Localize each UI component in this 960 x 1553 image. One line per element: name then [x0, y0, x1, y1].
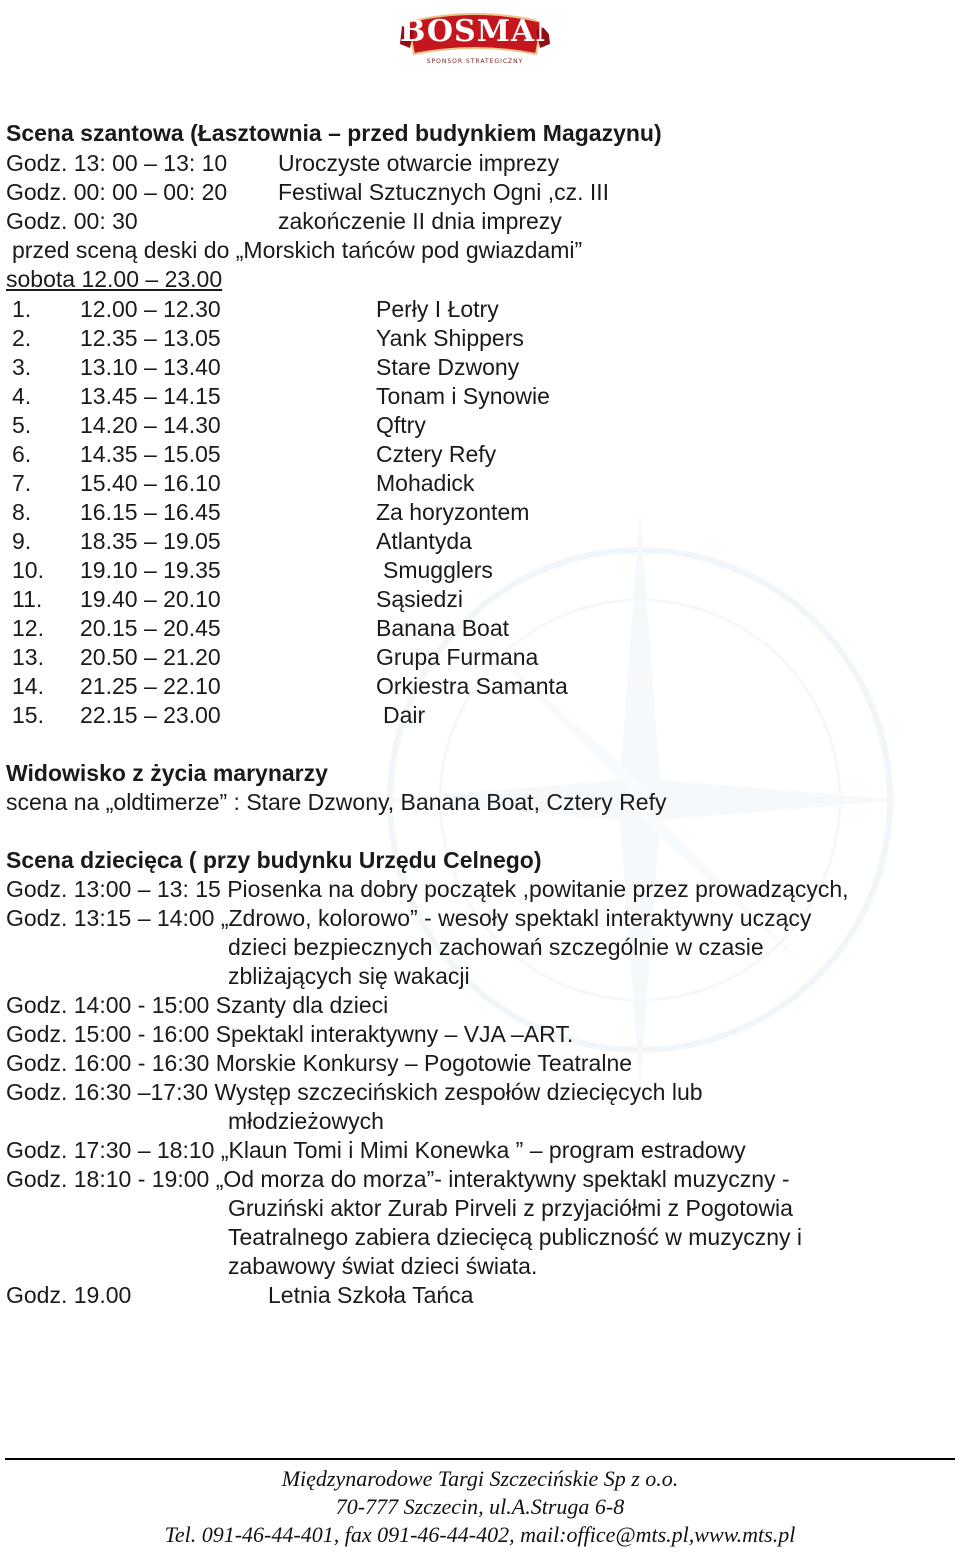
band-name: Sąsiedzi: [376, 586, 463, 612]
section-line: scena na „oldtimerze” : Stare Dzwony, Banana Boat, Cztery Refy: [6, 789, 667, 815]
kids-schedule-line: Godz. 17:30 – 18:10 „Klaun Tomi i Mimi Konewka ” – program estradowy: [6, 1137, 746, 1163]
schedule-event: Uroczyste otwarcie imprezy: [278, 150, 560, 176]
kids-schedule-time: Godz. 19.00: [6, 1282, 132, 1308]
band-time: 18.35 – 19.05: [80, 528, 221, 554]
band-name: Banana Boat: [376, 615, 510, 641]
band-time: 20.50 – 21.20: [80, 644, 221, 670]
kids-schedule-line: Godz. 15:00 - 16:00 Spektakl interaktywny – VJA –ART.: [6, 1021, 574, 1047]
kids-schedule-line: Godz. 14:00 - 15:00 Szanty dla dzieci: [6, 992, 389, 1018]
band-time: 13.10 – 13.40: [80, 354, 221, 380]
band-num: 5.: [12, 412, 32, 438]
band-name: Grupa Furmana: [376, 644, 539, 670]
band-name: Za horyzontem: [376, 499, 530, 525]
band-name: Smugglers: [383, 557, 493, 583]
band-num: 2.: [12, 325, 32, 351]
band-name: Mohadick: [376, 470, 475, 496]
footer-contact: Tel. 091-46-44-401, fax 091-46-44-402, mail:office@mts.pl,www.mts.pl: [164, 1522, 796, 1547]
kids-schedule-line: Godz. 13:00 – 13: 15 Piosenka na dobry początek ,powitanie przez prowadzących,: [6, 876, 849, 902]
band-num: 14.: [12, 673, 44, 699]
schedule-event: Festiwal Sztucznych Ogni ,cz. III: [278, 179, 610, 205]
kids-schedule-line: zabawowy świat dzieci świata.: [228, 1253, 538, 1279]
band-time: 20.15 – 20.45: [80, 615, 221, 641]
kids-schedule-line: Godz. 16:30 –17:30 Występ szczecińskich zespołów dziecięcych lub: [6, 1079, 703, 1105]
band-num: 12.: [12, 615, 44, 641]
band-time: 14.35 – 15.05: [80, 441, 221, 467]
band-time: 12.00 – 12.30: [80, 296, 221, 322]
schedule-event: zakończenie II dnia imprezy: [278, 208, 562, 234]
band-time: 21.25 – 22.10: [80, 673, 221, 699]
band-time: 12.35 – 13.05: [80, 325, 221, 351]
section-title-sailors-show: Widowisko z życia marynarzy: [6, 760, 328, 786]
band-num: 9.: [12, 528, 32, 554]
kids-schedule-line: Godz. 16:00 - 16:30 Morskie Konkursy – Pogotowie Teatralne: [6, 1050, 633, 1076]
band-num: 7.: [12, 470, 32, 496]
band-name: Dair: [383, 702, 426, 728]
kids-schedule-event: Letnia Szkoła Tańca: [268, 1282, 474, 1308]
schedule-time: Godz. 00: 30: [6, 208, 138, 234]
band-num: 6.: [12, 441, 32, 467]
band-num: 8.: [12, 499, 32, 525]
band-name: Yank Shippers: [376, 325, 524, 351]
band-num: 10.: [12, 557, 44, 583]
band-num: 11.: [12, 586, 43, 612]
section-title-kids-stage: Scena dziecięca ( przy budynku Urzędu Celnego): [6, 847, 542, 873]
kids-schedule-line: dzieci bezpiecznych zachowań szczególnie w czasie: [228, 934, 764, 960]
footer-address: 70-777 Szczecin, ul.A.Struga 6-8: [335, 1494, 625, 1519]
band-name: Orkiestra Samanta: [376, 673, 568, 699]
logo-brand-text: BOSMAN: [400, 14, 564, 49]
day-header: sobota 12.00 – 23.00: [6, 266, 223, 292]
band-name: Atlantyda: [376, 528, 472, 554]
band-time: 22.15 – 23.00: [80, 702, 221, 728]
footer-divider: [5, 1458, 955, 1460]
band-time: 15.40 – 16.10: [80, 470, 221, 496]
band-time: 19.40 – 20.10: [80, 586, 221, 612]
band-name: Qftry: [376, 412, 426, 438]
kids-schedule-line: Godz. 13:15 – 14:00 „Zdrowo, kolorowo” - wesoły spektakl interaktywny uczący: [6, 905, 812, 931]
band-num: 15.: [12, 702, 44, 728]
band-name: Tonam i Synowie: [376, 383, 550, 409]
logo-sponsor-text: SPONSOR STRATEGICZNY: [426, 58, 524, 65]
section-title-shanty-stage: Scena szantowa (Łasztownia – przed budynkiem Magazynu): [6, 120, 662, 146]
bosman-logo: [400, 8, 564, 70]
band-name: Perły I Łotry: [376, 296, 499, 322]
footer-company: Międzynarodowe Targi Szczecińskie Sp z o.o.: [281, 1466, 679, 1491]
band-name: Cztery Refy: [376, 441, 497, 467]
band-num: 1.: [12, 296, 32, 322]
kids-schedule-line: Teatralnego zabiera dziecięcą publiczność w muzyczny i: [228, 1224, 803, 1250]
band-time: 14.20 – 14.30: [80, 412, 221, 438]
band-name: Stare Dzwony: [376, 354, 520, 380]
kids-schedule-line: Godz. 18:10 - 19:00 „Od morza do morza”- interaktywny spektakl muzyczny -: [6, 1166, 790, 1192]
band-time: 16.15 – 16.45: [80, 499, 221, 525]
band-time: 13.45 – 14.15: [80, 383, 221, 409]
schedule-time: Godz. 00: 00 – 00: 20: [6, 179, 228, 205]
kids-schedule-line: zbliżających się wakacji: [228, 963, 470, 989]
kids-schedule-line: młodzieżowych: [228, 1108, 384, 1134]
band-time: 19.10 – 19.35: [80, 557, 221, 583]
schedule-note: przed sceną deski do „Morskich tańców pod gwiazdami”: [12, 237, 583, 263]
schedule-time: Godz. 13: 00 – 13: 10: [6, 150, 228, 176]
band-num: 13.: [12, 644, 44, 670]
band-num: 4.: [12, 383, 32, 409]
band-num: 3.: [12, 354, 32, 380]
kids-schedule-line: Gruziński aktor Zurab Pirveli z przyjaciółmi z Pogotowia: [228, 1195, 793, 1221]
